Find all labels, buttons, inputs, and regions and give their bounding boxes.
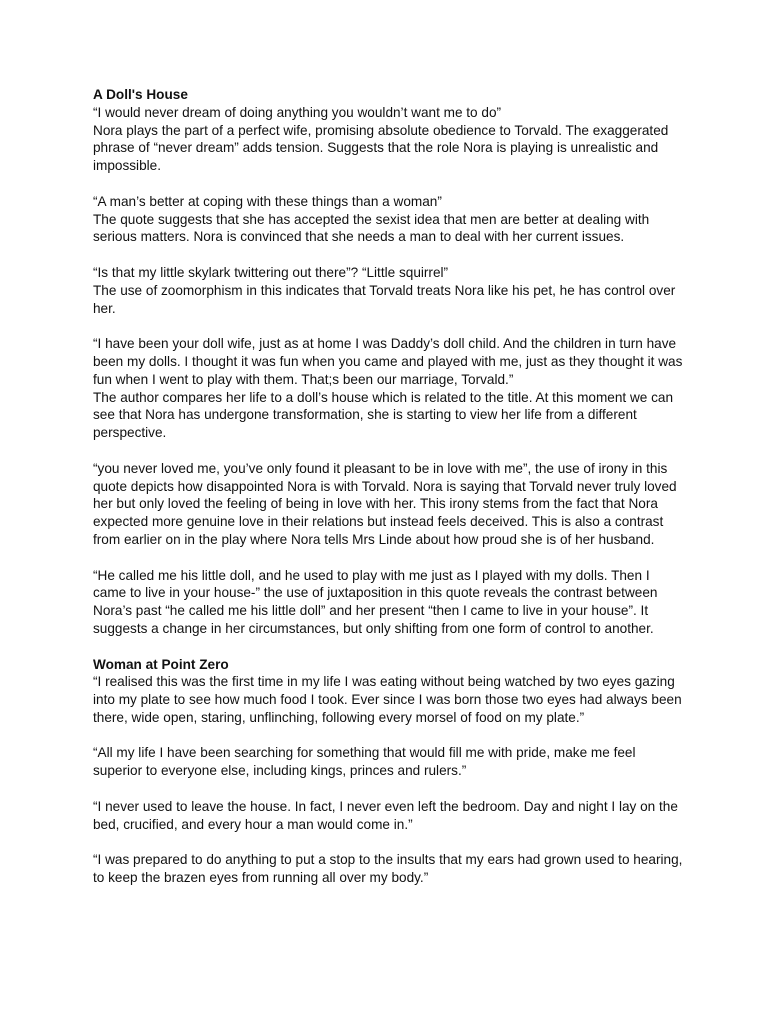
quote-block (93, 567, 683, 638)
quote-block (93, 460, 683, 549)
section-title: A Doll's House (93, 87, 188, 102)
quote-text: “Is that my little skylark twittering out there”? “Little squirrel” (93, 264, 449, 280)
analysis-text: The author compares her life to a doll’s house which is related to the title. At this moment we can see that Nora has undergone transformation, she is starting to view her life from a different perspective. (93, 389, 674, 441)
quote-analysis-text: “you never loved me, you’ve only found it pleasant to be in love with me”, the use of irony in this quote depicts how disappointed Nora is with Torvald. Nora is saying that Torvald never truly loved her but only loved the feeling of being in love with her. This irony stems from the fact that Nora expected more genuine love in their relations but instead feels deceived. This is also a contrast from earlier on in the play where Nora tells Mrs Linde about how proud she is of her husband. (93, 460, 677, 547)
quote-block (93, 104, 683, 175)
section-title: Woman at Point Zero (93, 656, 229, 672)
quote-block (93, 851, 683, 887)
quote-text: “All my life I have been searching for something that would fill me with pride, make me feel superior to everyone else, including kings, princes and rulers.” (93, 745, 636, 779)
quote-block (93, 798, 683, 834)
document-page (93, 86, 683, 905)
quote-block (93, 673, 683, 726)
quote-block (93, 264, 683, 317)
analysis-text: The use of zoomorphism in this indicates that Torvald treats Nora like his pet, he has control over her. (93, 282, 676, 316)
analysis-text: The quote suggests that she has accepted the sexist idea that men are better at dealing with serious matters. Nora is convinced that she needs a man to deal with her current issues. (93, 211, 650, 245)
quote-analysis-text: “He called me his little doll, and he used to play with me just as I played with my dolls. Then I came to live in your house-” the use of juxtaposition in this quote reveals the contrast between Nora’s past “he called me his little doll” and her present “then I came to live in your house”. It suggests a change in her circumstances, but only shifting from one form of control to another. (93, 567, 658, 636)
quote-text: “I never used to leave the house. In fact, I never even left the bedroom. Day and night I lay on the bed, crucified, and every hour a man would come in.” (93, 798, 678, 832)
quote-text: “I realised this was the first time in my life I was eating without being watched by two eyes gazing into my plate to see how much food I took. Ever since I was born those two eyes had always been there, wide open, staring, unflinching, following every morsel of food on my plate.” (93, 674, 682, 725)
quote-text: “I would never dream of doing anything you wouldn’t want me to do” (93, 104, 502, 120)
quote-text: “I have been your doll wife, just as at home I was Daddy’s doll child. And the children in turn have been my dolls. I thought it was fun when you came and played with me, just as they thought it was fun when I went to play with them. That;s been our marriage, Torvald.” (93, 336, 683, 387)
quote-block (93, 335, 683, 442)
section-dolls-house (93, 86, 683, 638)
quote-block (93, 744, 683, 780)
quote-block (93, 193, 683, 246)
quote-text: “A man’s better at coping with these things than a woman” (93, 193, 442, 209)
quote-text: “I was prepared to do anything to put a stop to the insults that my ears had grown used to hearing, to keep the brazen eyes from running all over my body.” (93, 852, 683, 886)
section-woman-at-point-zero (93, 656, 683, 887)
analysis-text: Nora plays the part of a perfect wife, promising absolute obedience to Torvald. The exaggerated phrase of “never dream” adds tension. Suggests that the role Nora is playing is unrealistic and impossible. (93, 122, 669, 174)
